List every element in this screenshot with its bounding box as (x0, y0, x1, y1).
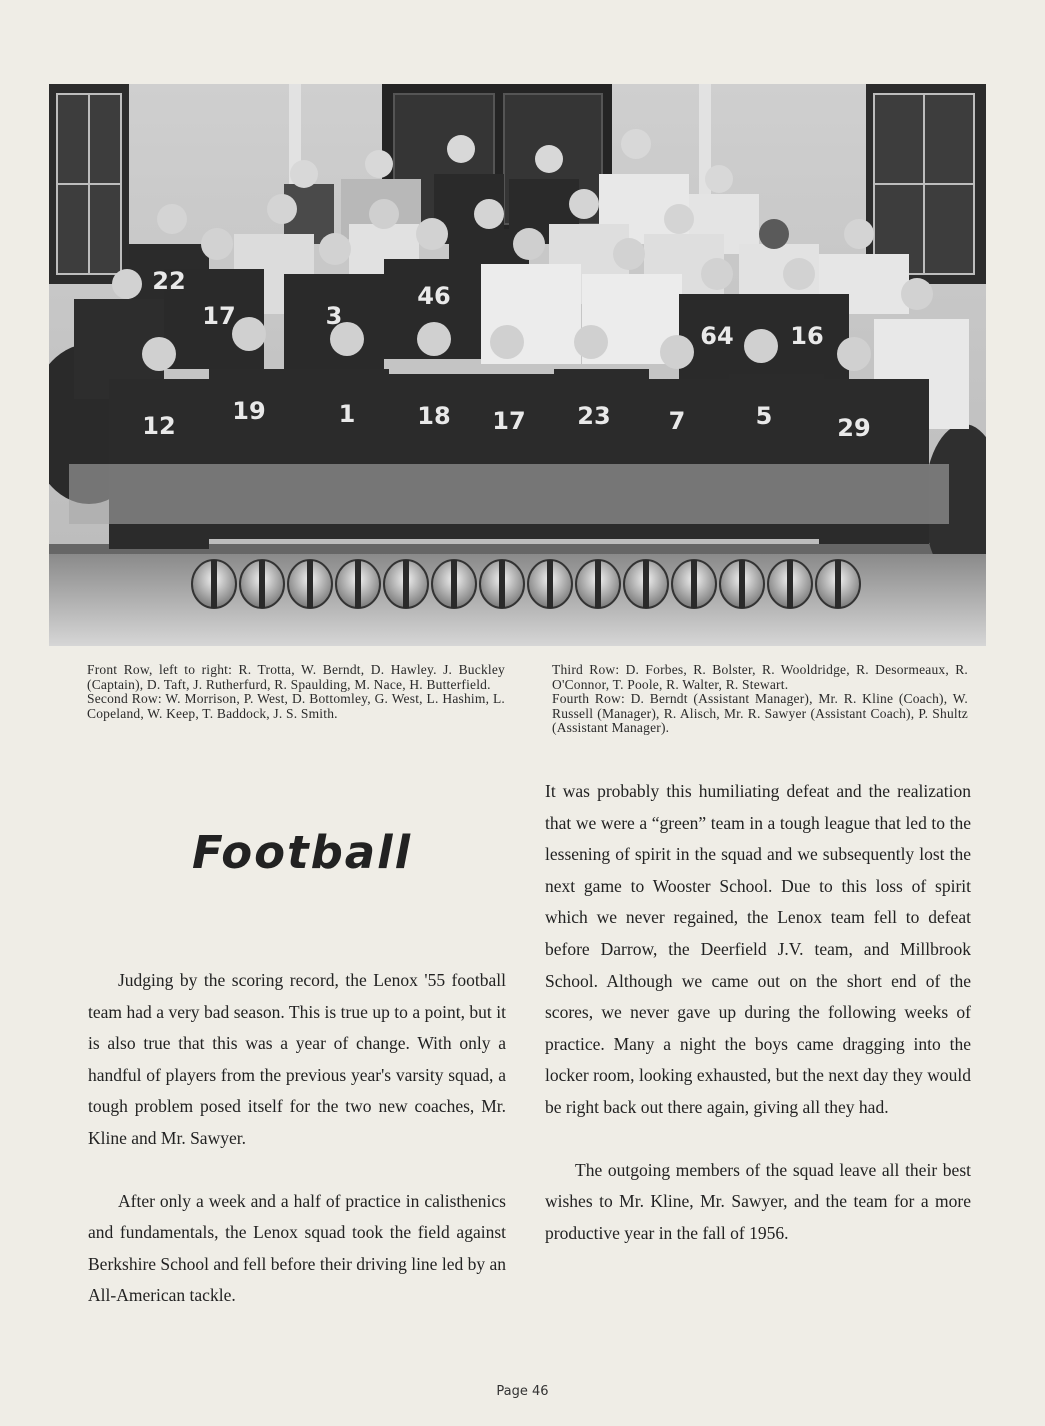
jersey-number: 19 (232, 397, 266, 425)
article-column-left (88, 965, 506, 1312)
jersey-number: 17 (202, 302, 236, 330)
caption-fourth-row: Fourth Row: D. Berndt (Assistant Manager), Mr. R. Kline (Coach), W. Russell (Manager), R. Alisch, Mr. R. Sawyer (Assistant Coach), P. Shultz (Assistant Manager). (552, 691, 968, 736)
caption-second-row: Second Row: W. Morrison, P. West, D. Bottomley, G. West, L. Hashim, L. Copeland, W. Keep, T. Baddock, J. S. Smith. (87, 691, 505, 721)
caption-third-row: Third Row: D. Forbes, R. Bolster, R. Wooldridge, R. Desormeaux, R. O'Connor, T. Poole, R. Walter, R. Stewart. (552, 662, 968, 692)
photo-caption-right (552, 663, 968, 736)
helmet-stripe (835, 560, 841, 608)
photo-caption-left (87, 663, 505, 721)
jersey-number: 5 (755, 402, 773, 430)
helmet-stripe (739, 560, 745, 608)
jersey-number: 7 (668, 407, 686, 435)
article-paragraph-1: Judging by the scoring record, the Lenox '55 football team had a very bad season. This is true up to a point, but it is also true that this was a year of change. With only a handful of players from the previous year's varsity squad, a tough problem posed itself for the two new coaches, Mr. Kline and Mr. Sawyer. (88, 970, 506, 1148)
jersey-number: 23 (577, 402, 611, 430)
helmet-stripe (211, 560, 217, 608)
page-title: Football (192, 826, 413, 879)
helmet-stripe (643, 560, 649, 608)
jersey-number: 12 (142, 412, 176, 440)
article-paragraph-3: It was probably this humiliating defeat and the realization that we were a “green” team in a tough league that led to the lessening of spirit in the squad and we subsequently lost the next game to Wooster School. Due to this loss of spirit which we never regained, the Lenox team fell to defeat before Darrow, the Deerfield J.V. team, and Millbrook School. Although we came out on the short end of the scores, we never gave up during the following weeks of practice. Many a night the boys came dragging into the locker room, looking exhausted, but the next day they would be right back out there again, giving all they had. (545, 781, 971, 1117)
team-photo-illustration (49, 84, 986, 646)
jersey-number: 64 (700, 322, 734, 350)
article-paragraph-2: After only a week and a half of practice in calisthenics and fundamentals, the Lenox squad took the field against Berkshire School and fell before their driving line led by an All-American tackle. (88, 1190, 506, 1306)
jersey-number: 46 (417, 282, 451, 310)
jersey-number: 18 (417, 402, 451, 430)
helmet-stripe (499, 560, 505, 608)
helmet-stripe (403, 560, 409, 608)
article-paragraph-4: The outgoing members of the squad leave all their best wishes to Mr. Kline, Mr. Sawyer, and the team for a more productive year in the fall of 1956. (545, 1159, 971, 1243)
helmet-stripe (595, 560, 601, 608)
caption-front-row: Front Row, left to right: R. Trotta, W. Berndt, D. Hawley. J. Buckley (Captain), D. Taft, J. Rutherfurd, R. Spaulding, M. Nace, H. Butterfield. (87, 662, 505, 692)
helmet-stripe (547, 560, 553, 608)
helmet-stripe (787, 560, 793, 608)
helmet-stripe (691, 560, 697, 608)
article-column-right (545, 776, 971, 1249)
jersey-number: 17 (492, 407, 526, 435)
jersey-number: 16 (790, 322, 824, 350)
helmet-stripe (451, 560, 457, 608)
team-photo (49, 84, 986, 646)
page-number: Page 46 (496, 1384, 549, 1399)
helmet-stripe (259, 560, 265, 608)
jersey-number: 3 (325, 302, 343, 330)
jersey-number: 1 (338, 400, 356, 428)
helmet-stripe (355, 560, 361, 608)
jersey-number: 22 (152, 267, 186, 295)
jersey-number: 29 (837, 414, 871, 442)
helmet-stripe (307, 560, 313, 608)
